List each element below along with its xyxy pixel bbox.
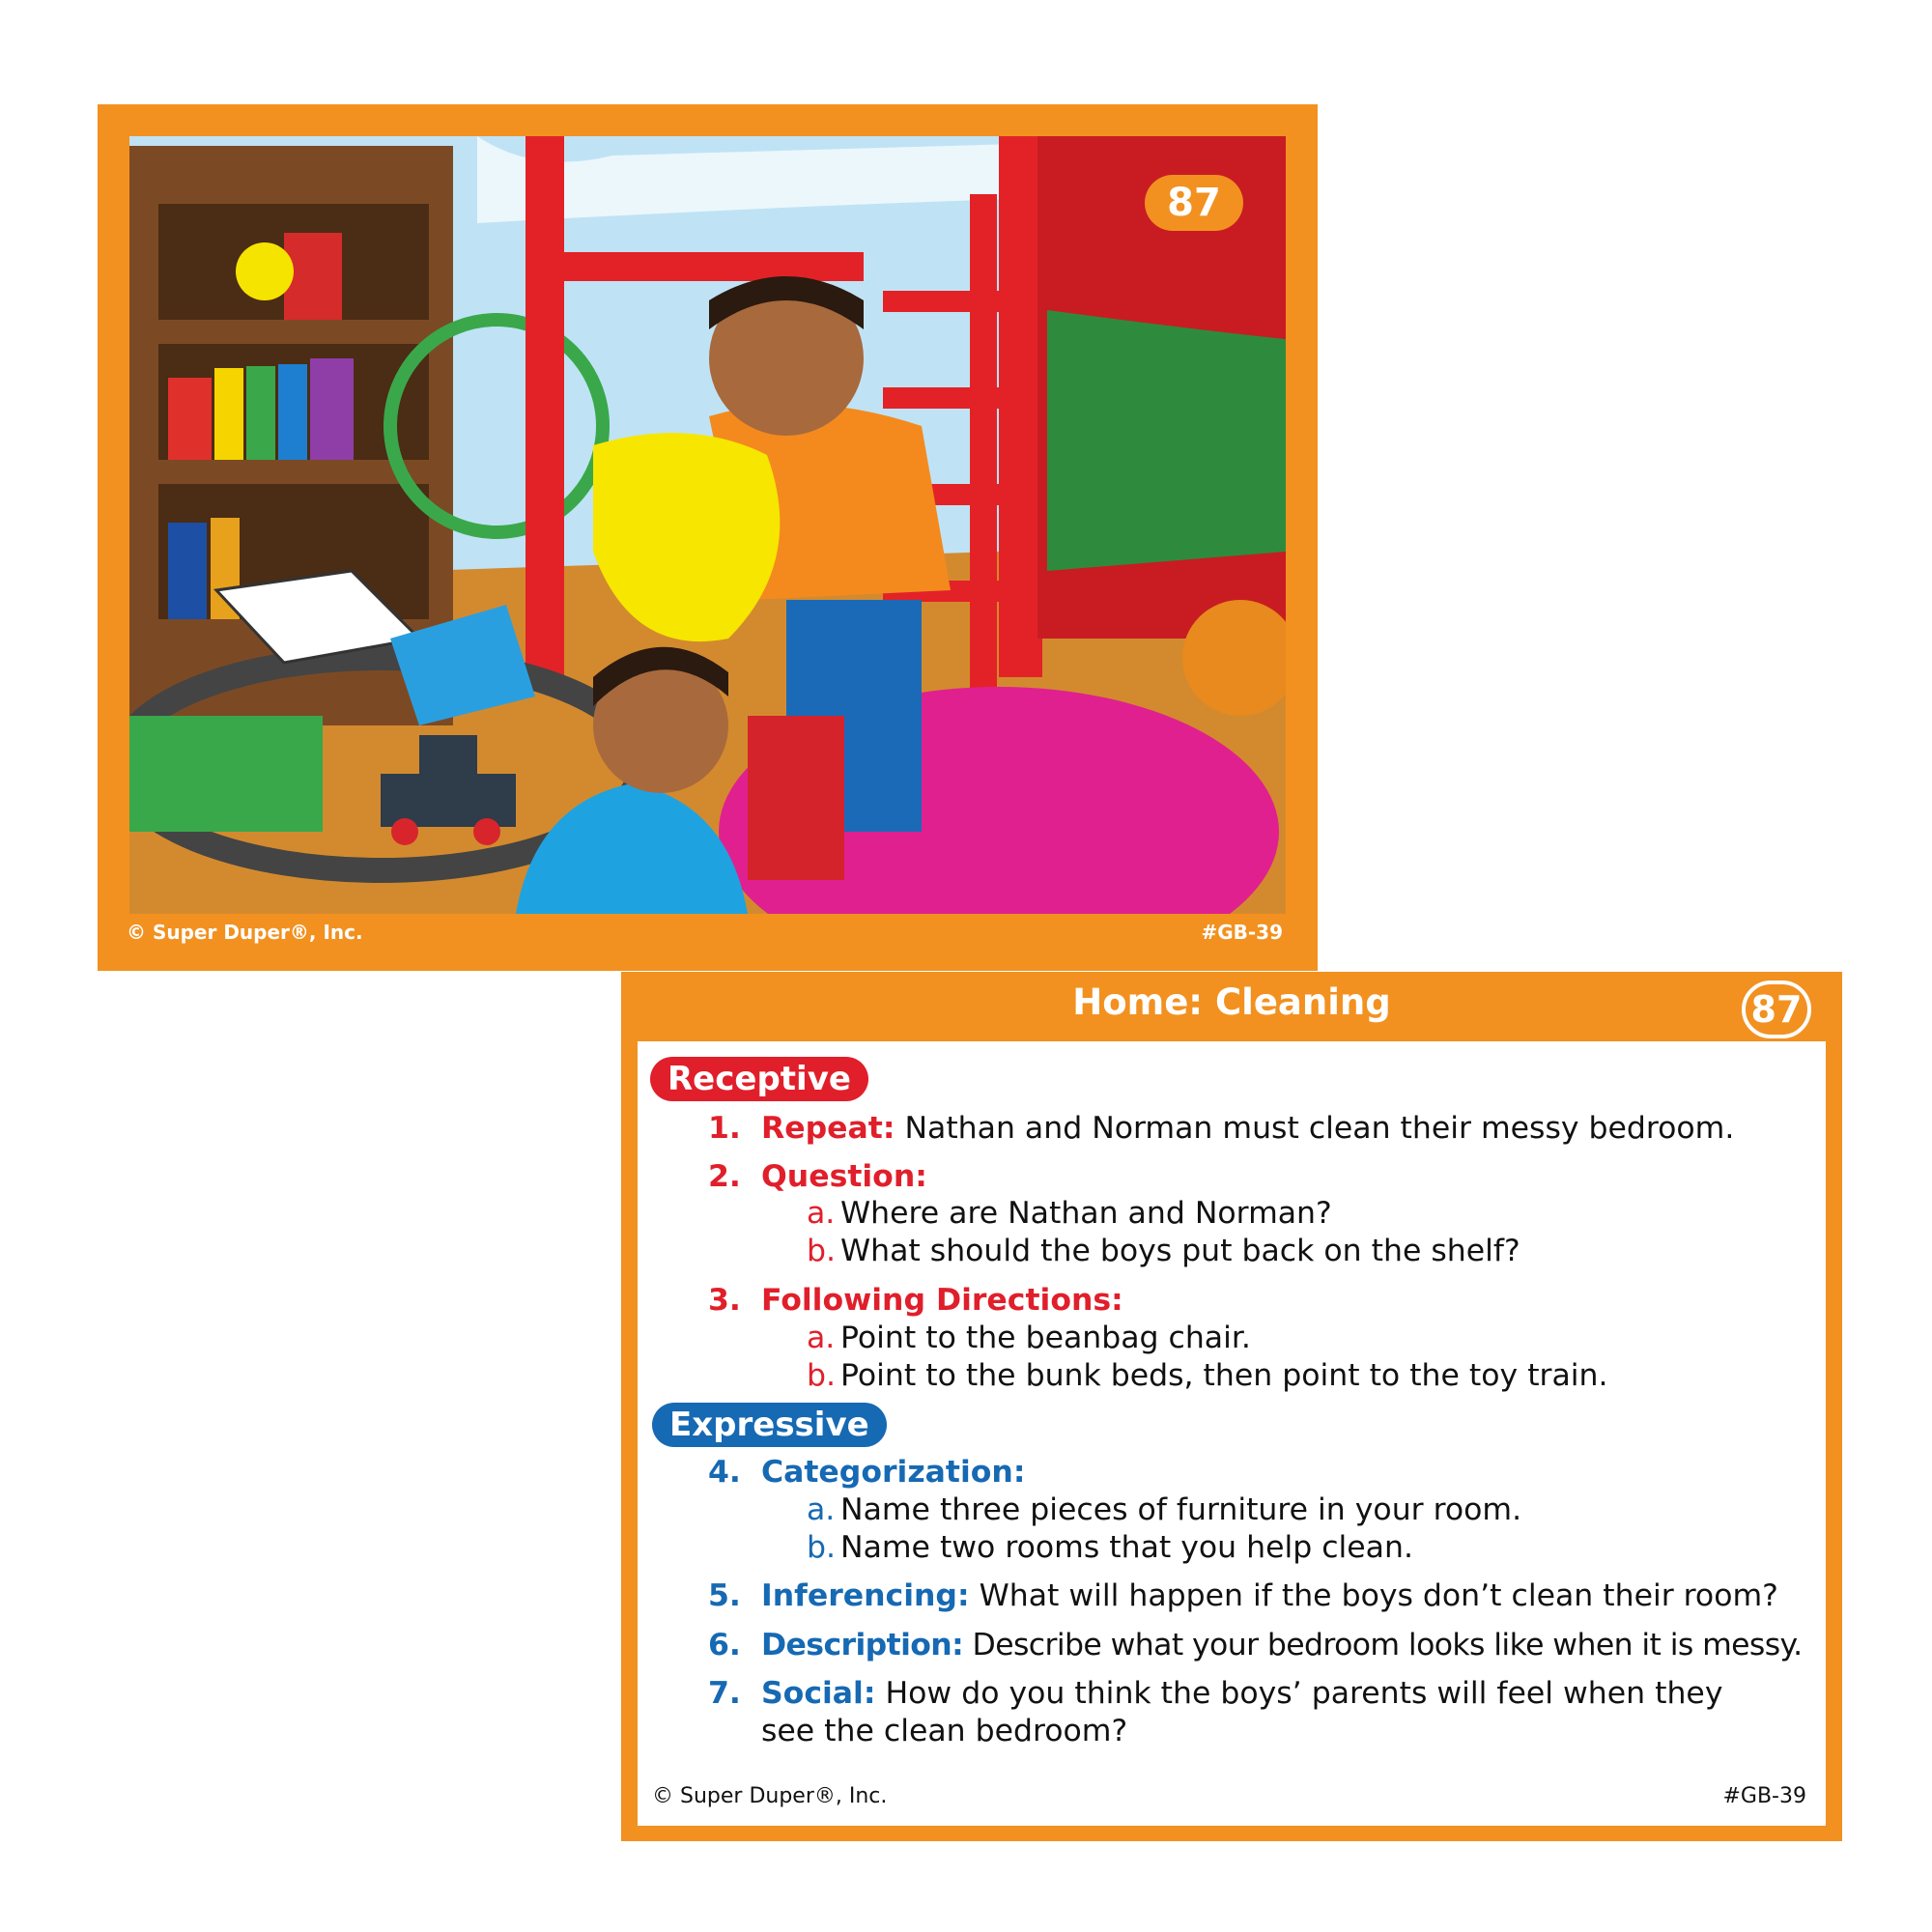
- item-number: 5.: [708, 1578, 741, 1613]
- item-label: Inferencing:: [761, 1578, 970, 1613]
- item-label: Description:: [761, 1628, 964, 1662]
- item-text: Describe what your bedroom looks like when it is messy.: [963, 1628, 1803, 1662]
- product-code: #GB-39: [1201, 921, 1283, 944]
- subitem-letter: a.: [807, 1196, 836, 1231]
- item-label: Question:: [761, 1159, 927, 1194]
- card-number-badge: 87: [1742, 980, 1811, 1038]
- copyright-text: © Super Duper®, Inc.: [127, 921, 363, 944]
- subitem-text: Where are Nathan and Norman?: [840, 1196, 1332, 1231]
- receptive-pill: Receptive: [650, 1057, 868, 1101]
- question-card-back: [621, 972, 1842, 1841]
- subitem-text: What should the boys put back on the shelf?: [840, 1234, 1520, 1268]
- card-title: Home: Cleaning: [1072, 981, 1391, 1023]
- item-label: Categorization:: [761, 1455, 1026, 1490]
- item-number: 7.: [708, 1676, 741, 1711]
- card-number-badge: 87: [1145, 175, 1243, 231]
- picture-card-front: [98, 104, 1318, 971]
- item-number: 4.: [708, 1455, 741, 1490]
- product-code: #GB-39: [1722, 1784, 1806, 1808]
- question-panel: [638, 1041, 1826, 1826]
- subitem-text: Name two rooms that you help clean.: [840, 1530, 1413, 1565]
- item-text: How do you think the boys’ parents will feel when they: [875, 1676, 1723, 1711]
- item-label: Repeat:: [761, 1111, 895, 1146]
- subitem-letter: a.: [807, 1492, 836, 1527]
- expressive-pill: Expressive: [652, 1403, 887, 1447]
- subitem-text: Point to the bunk beds, then point to the toy train.: [840, 1358, 1608, 1393]
- item-text: What will happen if the boys don’t clean their room?: [969, 1578, 1778, 1613]
- item-text: see the clean bedroom?: [761, 1714, 1128, 1748]
- item-number: 2.: [708, 1159, 741, 1194]
- item-label: Following Directions:: [761, 1283, 1123, 1318]
- subitem-text: Name three pieces of furniture in your room.: [840, 1492, 1522, 1527]
- copyright-text: © Super Duper®, Inc.: [652, 1784, 888, 1808]
- subitem-letter: b.: [807, 1358, 837, 1393]
- item-number: 6.: [708, 1628, 741, 1662]
- bedroom-cleaning-illustration: [129, 136, 1286, 914]
- subitem-letter: b.: [807, 1530, 837, 1565]
- subitem-text: Point to the beanbag chair.: [840, 1321, 1251, 1355]
- item-label: Social:: [761, 1676, 876, 1711]
- item-text: Nathan and Norman must clean their messy bedroom.: [895, 1111, 1735, 1146]
- item-number: 3.: [708, 1283, 741, 1318]
- item-number: 1.: [708, 1111, 741, 1146]
- subitem-letter: b.: [807, 1234, 837, 1268]
- subitem-letter: a.: [807, 1321, 836, 1355]
